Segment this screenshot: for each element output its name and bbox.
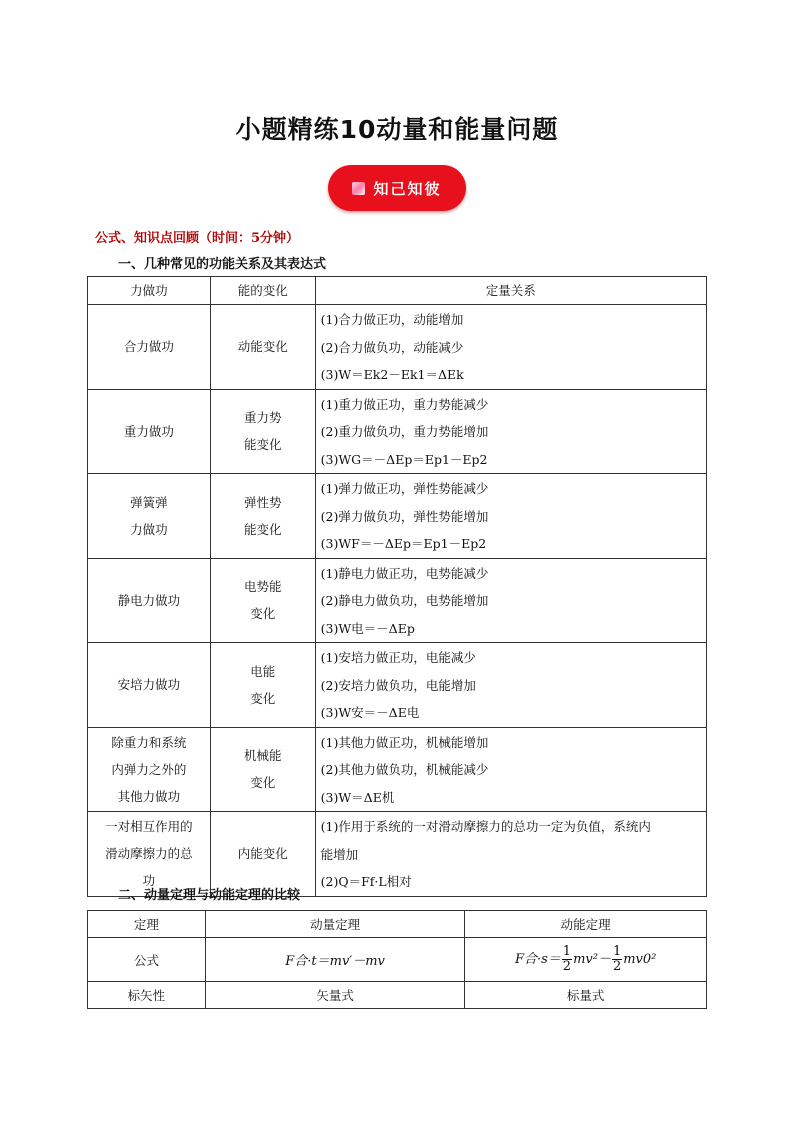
table-header-row xyxy=(88,277,707,305)
relation-cell xyxy=(315,558,706,643)
relation-cell-line: (3)W安＝－ΔE电 xyxy=(320,705,420,720)
momentum-formula: F合·t＝mv′－mv xyxy=(205,938,465,982)
table-row xyxy=(88,938,707,982)
force-work-cell xyxy=(88,305,211,390)
vector-label: 标矢性 xyxy=(88,982,206,1009)
energy-change-cell-line: 动能变化 xyxy=(237,339,288,355)
relation-cell-line: (3)W＝Ek2－Ek1＝ΔEk xyxy=(320,367,464,382)
relation-cell-line: (1)其他力做正功，机械能增加 xyxy=(320,734,489,750)
theorem-comparison-table xyxy=(87,910,707,1009)
force-work-cell-line: 力做功 xyxy=(130,521,168,537)
page-title: 小题精练10动量和能量问题 xyxy=(235,115,559,144)
table-row xyxy=(88,982,707,1009)
force-work-cell-line: 其他力做功 xyxy=(117,788,181,804)
bookmark-icon xyxy=(352,182,365,195)
force-work-cell-line: 合力做功 xyxy=(123,339,174,355)
section-heading: 公式、知识点回顾（时间：5分钟） xyxy=(95,231,300,246)
table-row xyxy=(88,558,707,643)
energy-formula-lhs: F合·s＝ xyxy=(514,952,561,967)
force-work-cell-line: 功 xyxy=(142,873,156,889)
relation-cell-line: (1)重力做正功，重力势能减少 xyxy=(320,396,489,412)
force-work-cell-line: 弹簧弹 xyxy=(130,494,168,510)
relation-cell-line: 能增加 xyxy=(320,846,359,862)
work-energy-table xyxy=(87,276,707,897)
energy-change-cell xyxy=(210,474,315,559)
energy-change-cell-line: 弹性势 xyxy=(243,494,282,510)
energy-change-cell xyxy=(210,558,315,643)
force-work-cell xyxy=(88,474,211,559)
header-force-work: 力做功 xyxy=(88,277,211,305)
part1-title: 一、几种常见的功能关系及其表达式 xyxy=(118,257,327,272)
energy-change-cell xyxy=(210,305,315,390)
energy-change-cell-line: 电能 xyxy=(250,663,276,679)
force-work-cell-line: 静电力做功 xyxy=(117,592,181,608)
force-work-cell xyxy=(88,558,211,643)
part2-title: 二、动量定理与动能定理的比较 xyxy=(118,888,301,903)
relation-cell-line: (1)弹力做正功，弹性势能减少 xyxy=(320,481,489,496)
energy-change-cell-line: 电势能 xyxy=(243,579,282,595)
energy-change-cell-line: 机械能 xyxy=(243,748,282,764)
relation-cell-line: (2)Q＝Ff·L相对 xyxy=(320,874,412,889)
relation-cell-line: (2)弹力做负功，弹性势能增加 xyxy=(320,508,489,524)
formula-label: 公式 xyxy=(88,938,206,982)
relation-cell-line: (1)合力做正功，动能增加 xyxy=(320,312,464,327)
energy-change-cell-line: 能变化 xyxy=(243,437,282,453)
header-energy-change: 能的变化 xyxy=(210,277,315,305)
relation-cell xyxy=(315,643,706,728)
force-work-cell-line: 内弹力之外的 xyxy=(111,761,187,777)
table-row xyxy=(88,474,707,559)
section-badge xyxy=(328,165,466,211)
relation-cell-line: (3)W＝ΔE机 xyxy=(320,789,395,805)
energy-change-cell-line: 变化 xyxy=(250,690,276,706)
fraction-half: $\frac{1}{2}$ xyxy=(562,944,572,974)
relation-cell-line: (2)安培力做负功，电能增加 xyxy=(320,677,476,693)
relation-cell xyxy=(315,474,706,559)
energy-change-cell-line: 能变化 xyxy=(243,521,282,537)
force-work-cell-line: 除重力和系统 xyxy=(111,734,187,750)
relation-cell-line: (1)安培力做正功，电能减少 xyxy=(320,650,476,665)
relation-cell xyxy=(315,727,706,812)
energy-change-cell-line: 变化 xyxy=(250,775,276,791)
force-work-cell-line: 一对相互作用的 xyxy=(105,819,193,835)
relation-cell-line: (1)静电力做正功，电势能减少 xyxy=(320,565,489,581)
energy-change-cell xyxy=(210,727,315,812)
relation-cell-line: (2)其他力做负功，机械能减少 xyxy=(320,762,489,777)
relation-cell-line: (2)静电力做负功，电势能增加 xyxy=(320,593,489,608)
badge-label: 知己知彼 xyxy=(373,179,442,198)
relation-cell xyxy=(315,389,706,474)
momentum-vector-type: 矢量式 xyxy=(205,982,465,1009)
energy-formula-term2: mv0² xyxy=(623,952,657,967)
energy-formula-term1: mv²－ xyxy=(573,952,611,967)
table-row xyxy=(88,727,707,812)
force-work-cell-line: 滑动摩擦力的总 xyxy=(105,846,193,862)
relation-cell xyxy=(315,812,706,897)
relation-cell-line: (2)重力做负功，重力势能增加 xyxy=(320,424,489,439)
force-work-cell-line: 重力做功 xyxy=(123,423,174,439)
header-theorem: 定理 xyxy=(88,911,206,938)
relation-cell xyxy=(315,305,706,390)
energy-vector-type: 标量式 xyxy=(465,982,707,1009)
force-work-cell xyxy=(88,727,211,812)
table-row xyxy=(88,305,707,390)
energy-formula xyxy=(465,938,707,982)
header-momentum-theorem: 动量定理 xyxy=(205,911,465,938)
energy-change-cell xyxy=(210,643,315,728)
header-kinetic-energy-theorem: 动能定理 xyxy=(465,911,707,938)
header-quantitative-relation: 定量关系 xyxy=(315,277,706,305)
force-work-cell xyxy=(88,389,211,474)
energy-change-cell-line: 重力势 xyxy=(243,410,282,426)
relation-cell-line: (1)作用于系统的一对滑动摩擦力的总功一定为负值，系统内 xyxy=(320,819,651,834)
relation-cell-line: (3)WF＝－ΔEp＝Ep1－Ep2 xyxy=(320,536,487,551)
relation-cell-line: (3)W电＝－ΔEp xyxy=(320,620,415,636)
fraction-half: $\frac{1}{2}$ xyxy=(612,944,622,974)
table-row xyxy=(88,643,707,728)
table-row xyxy=(88,389,707,474)
relation-cell-line: (3)WG＝－ΔEp＝Ep1－Ep2 xyxy=(320,451,488,467)
relation-cell-line: (2)合力做负功，动能减少 xyxy=(320,339,464,355)
force-work-cell-line: 安培力做功 xyxy=(117,677,181,693)
table-header-row xyxy=(88,911,707,938)
energy-change-cell-line: 变化 xyxy=(250,606,276,622)
energy-change-cell-line: 内能变化 xyxy=(237,846,288,862)
force-work-cell xyxy=(88,643,211,728)
energy-change-cell xyxy=(210,389,315,474)
